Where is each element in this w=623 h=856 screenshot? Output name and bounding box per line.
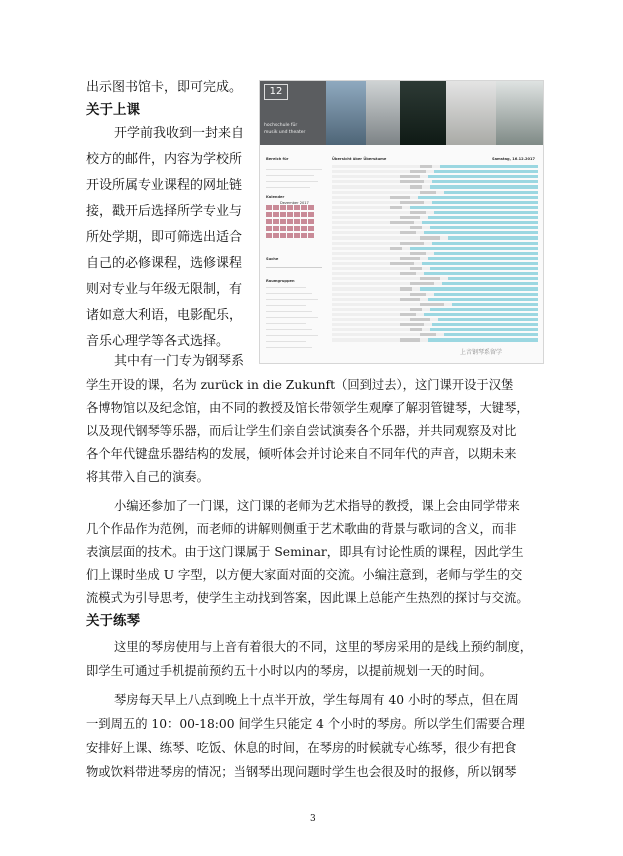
- nav-line: [266, 187, 310, 188]
- room-group-item[interactable]: [266, 293, 312, 294]
- text-line: 流模式为引导思考，使学生主动找到答案，因此课上总能产生热烈的探讨与交流。: [86, 591, 529, 605]
- free-slot[interactable]: [422, 221, 538, 224]
- calendar-day[interactable]: [273, 233, 279, 238]
- text-line: 几个作品作为范例，而老师的讲解则侧重于艺术歌曲的背景与歌词的含义，而非: [86, 522, 517, 536]
- free-slot[interactable]: [424, 313, 538, 316]
- calendar-day[interactable]: [287, 226, 293, 231]
- calendar-month: Dezember 2017: [280, 201, 309, 205]
- logo-text: hochschule für: [264, 123, 298, 128]
- text-line: 琴房每天早上八点到晚上十点半开放，学生每周有 40 小时的琴点，但在周: [114, 693, 519, 707]
- booked-slot: [400, 298, 420, 301]
- text-line: 各博物馆以及纪念馆，由不同的教授及馆长带领学生观摩了解羽管键琴，大键琴，: [86, 401, 529, 415]
- calendar-day[interactable]: [280, 219, 286, 224]
- booked-slot: [420, 236, 440, 239]
- text-line: 安排好上课、练琴、吃饭、休息的时间，在琴房的时候就专心练琴，很少有把食: [86, 741, 517, 755]
- room-group-item[interactable]: [266, 335, 318, 336]
- booking-screenshot: [259, 80, 544, 364]
- text-line: 学生开设的课，名为 zurück in die Zukunft（回到过去），这门课开设于汉堡: [86, 378, 514, 392]
- free-slot[interactable]: [448, 277, 538, 280]
- text-line: 物或饮料带进琴房的情况；当钢琴出现问题时学生也会很及时的报修，所以钢琴: [86, 765, 517, 779]
- calendar-day[interactable]: [287, 212, 293, 217]
- calendar-day[interactable]: [266, 233, 272, 238]
- room-group-item[interactable]: [266, 311, 312, 312]
- section-heading-practice: 关于练琴: [86, 613, 140, 629]
- calendar-day[interactable]: [294, 212, 300, 217]
- free-slot[interactable]: [428, 175, 538, 178]
- date-heading: Samstag, 16.12.2017: [492, 157, 535, 161]
- calendar-day[interactable]: [301, 233, 307, 238]
- free-slot[interactable]: [424, 231, 538, 234]
- text-line: 校方的邮件，内容为学校所: [86, 152, 243, 167]
- booked-slot: [410, 308, 422, 311]
- free-slot[interactable]: [430, 226, 538, 229]
- logo-number: 12: [264, 84, 288, 100]
- text-line: 出示图书馆卡，即可完成。: [86, 80, 243, 95]
- free-slot[interactable]: [428, 257, 538, 260]
- free-slot[interactable]: [430, 308, 538, 311]
- text-line: 以及现代钢琴等乐器，而后让学生们亲自尝试演奏各个乐器，并共同观察及对比: [86, 424, 517, 438]
- free-slot[interactable]: [432, 201, 538, 204]
- calendar-day[interactable]: [294, 233, 300, 238]
- calendar-day[interactable]: [280, 212, 286, 217]
- booked-slot: [420, 165, 432, 168]
- free-slot[interactable]: [444, 191, 538, 194]
- text-line: 表演层面的技术。由于这门课属于 Seminar，即具有讨论性质的课程，因此学生: [86, 545, 524, 559]
- text-line: 音乐心理学等各式选择。: [86, 334, 230, 349]
- calendar-day[interactable]: [308, 205, 314, 210]
- section-heading-classes: 关于上课: [86, 102, 140, 118]
- booked-slot: [400, 231, 416, 234]
- calendar-day[interactable]: [280, 233, 286, 238]
- calendar-day[interactable]: [301, 205, 307, 210]
- free-slot[interactable]: [434, 252, 538, 255]
- calendar-day[interactable]: [301, 226, 307, 231]
- building-photo: [366, 81, 400, 145]
- text-line: 其中有一门专为钢琴系: [114, 354, 245, 369]
- text-line: 们上课时坐成 U 字型，以方便大家面对面的交流。小编注意到，老师与学生的交: [86, 568, 523, 582]
- calendar-day[interactable]: [294, 205, 300, 210]
- booked-slot: [420, 333, 436, 336]
- nav-line: [266, 181, 318, 182]
- text-line: 诸如意大利语，电影配乐，: [86, 308, 243, 323]
- free-slot[interactable]: [448, 236, 538, 239]
- booked-slot: [390, 206, 402, 209]
- booked-slot: [400, 338, 420, 341]
- room-group-item[interactable]: [266, 305, 306, 306]
- room-group-item[interactable]: [266, 317, 318, 318]
- booked-slot: [420, 277, 440, 280]
- free-slot[interactable]: [432, 242, 538, 245]
- calendar-day[interactable]: [287, 233, 293, 238]
- calendar-day[interactable]: [280, 205, 286, 210]
- text-line: 这里的琴房使用与上音有着很大的不同，这里的琴房采用的是线上预约制度，: [114, 640, 533, 654]
- booked-slot: [390, 262, 414, 265]
- booked-slot: [410, 293, 426, 296]
- calendar-day[interactable]: [294, 219, 300, 224]
- calendar-day[interactable]: [308, 212, 314, 217]
- booked-slot: [390, 221, 414, 224]
- free-slot[interactable]: [432, 323, 538, 326]
- left-heading: Bereich für: [266, 157, 289, 161]
- building-photo: [446, 81, 496, 145]
- nav-line: [266, 175, 314, 176]
- text-line: 各个年代键盘乐器结构的发展，倾听体会并讨论来自不同年代的声音，以期未来: [86, 447, 517, 461]
- calendar-day[interactable]: [273, 226, 279, 231]
- text-line: 一到周五的 10：00-18:00 间学生只能定 4 个小时的琴房。所以学生们需要合理: [86, 717, 525, 731]
- booked-slot: [400, 287, 412, 290]
- text-line: 将其带入自己的演奏。: [86, 470, 209, 484]
- mini-calendar[interactable]: [266, 205, 316, 245]
- free-slot[interactable]: [430, 185, 538, 188]
- calendar-day[interactable]: [273, 205, 279, 210]
- booked-slot: [400, 313, 416, 316]
- room-group-item[interactable]: [266, 329, 312, 330]
- free-slot[interactable]: [410, 206, 538, 209]
- calendar-day[interactable]: [280, 226, 286, 231]
- calendar-day[interactable]: [294, 226, 300, 231]
- booked-slot: [400, 216, 420, 219]
- calendar-day[interactable]: [266, 205, 272, 210]
- calendar-day[interactable]: [308, 219, 314, 224]
- calendar-day[interactable]: [273, 212, 279, 217]
- free-slot[interactable]: [434, 170, 538, 173]
- free-slot[interactable]: [428, 338, 538, 341]
- calendar-day[interactable]: [301, 219, 307, 224]
- free-slot[interactable]: [424, 272, 538, 275]
- text-line: 自己的必修课程，选修课程: [86, 256, 243, 271]
- booked-slot: [400, 201, 424, 204]
- booked-slot: [400, 242, 424, 245]
- building-photo: [400, 81, 446, 145]
- logo-text: musik und theater: [264, 130, 306, 135]
- text-line: 则对专业与年级无限制，有: [86, 282, 243, 297]
- booked-slot: [410, 318, 430, 321]
- page-number: 3: [310, 814, 316, 824]
- rooms-label: Raumgruppen: [266, 279, 295, 283]
- calendar-label: Kalender: [266, 195, 285, 199]
- free-slot[interactable]: [430, 267, 538, 270]
- text-line: 所处学期，即可筛选出适合: [86, 230, 243, 245]
- building-photo: [496, 81, 543, 145]
- free-slot[interactable]: [438, 318, 538, 321]
- booked-slot: [400, 175, 420, 178]
- calendar-day[interactable]: [273, 219, 279, 224]
- calendar-day[interactable]: [287, 219, 293, 224]
- free-slot[interactable]: [410, 247, 538, 250]
- booked-slot: [400, 180, 424, 183]
- booked-slot: [410, 211, 426, 214]
- room-group-item[interactable]: [266, 341, 306, 342]
- booked-slot: [410, 170, 426, 173]
- booked-slot: [420, 303, 444, 306]
- free-slot[interactable]: [418, 196, 538, 199]
- booked-slot: [400, 272, 416, 275]
- free-slot[interactable]: [420, 287, 538, 290]
- booked-slot: [400, 323, 424, 326]
- booked-slot: [420, 191, 436, 194]
- text-line: 小编还参加了一门课，这门课的老师为艺术指导的教授，课上会由同学带来: [114, 499, 520, 513]
- free-slot[interactable]: [444, 333, 538, 336]
- booked-slot: [410, 282, 434, 285]
- free-slot[interactable]: [428, 216, 538, 219]
- booked-slot: [410, 185, 422, 188]
- calendar-day[interactable]: [308, 233, 314, 238]
- free-slot[interactable]: [422, 262, 538, 265]
- watermark: 上音钢琴系留学: [460, 349, 503, 356]
- free-slot[interactable]: [434, 293, 538, 296]
- free-slot[interactable]: [432, 180, 538, 183]
- free-slot[interactable]: [428, 298, 538, 301]
- nav-line: [266, 169, 322, 170]
- booked-slot: [410, 328, 422, 331]
- room-group-item[interactable]: [266, 347, 312, 348]
- search-box[interactable]: [266, 267, 322, 268]
- search-label: Suche: [266, 257, 279, 261]
- school-logo: [260, 81, 326, 145]
- text-line: 接，戳开后选择所学专业与: [86, 204, 243, 219]
- text-line: 开学前我收到一封来自: [114, 126, 245, 141]
- free-slot[interactable]: [440, 165, 538, 168]
- free-slot[interactable]: [452, 303, 538, 306]
- overview-heading: Übersicht über Übersäume: [332, 157, 387, 161]
- booked-slot: [410, 267, 422, 270]
- booked-slot: [410, 226, 422, 229]
- calendar-day[interactable]: [266, 212, 272, 217]
- free-slot[interactable]: [442, 282, 538, 285]
- text-line: 即学生可通过手机提前预约五十小时以内的琴房，以提前规划一天的时间。: [86, 664, 492, 678]
- free-slot[interactable]: [434, 211, 538, 214]
- booked-slot: [410, 252, 426, 255]
- booked-slot: [390, 247, 402, 250]
- free-slot[interactable]: [430, 328, 538, 331]
- room-group-item[interactable]: [266, 287, 306, 288]
- building-photo: [326, 81, 366, 145]
- room-group-item[interactable]: [266, 323, 306, 324]
- calendar-day[interactable]: [301, 212, 307, 217]
- calendar-day[interactable]: [308, 226, 314, 231]
- calendar-day[interactable]: [266, 226, 272, 231]
- screenshot-header: [260, 81, 543, 145]
- booked-slot: [390, 196, 410, 199]
- text-line: 开设所属专业课程的网址链: [86, 178, 243, 193]
- booked-slot: [400, 257, 420, 260]
- calendar-day[interactable]: [266, 219, 272, 224]
- room-group-item[interactable]: [266, 299, 318, 300]
- calendar-day[interactable]: [287, 205, 293, 210]
